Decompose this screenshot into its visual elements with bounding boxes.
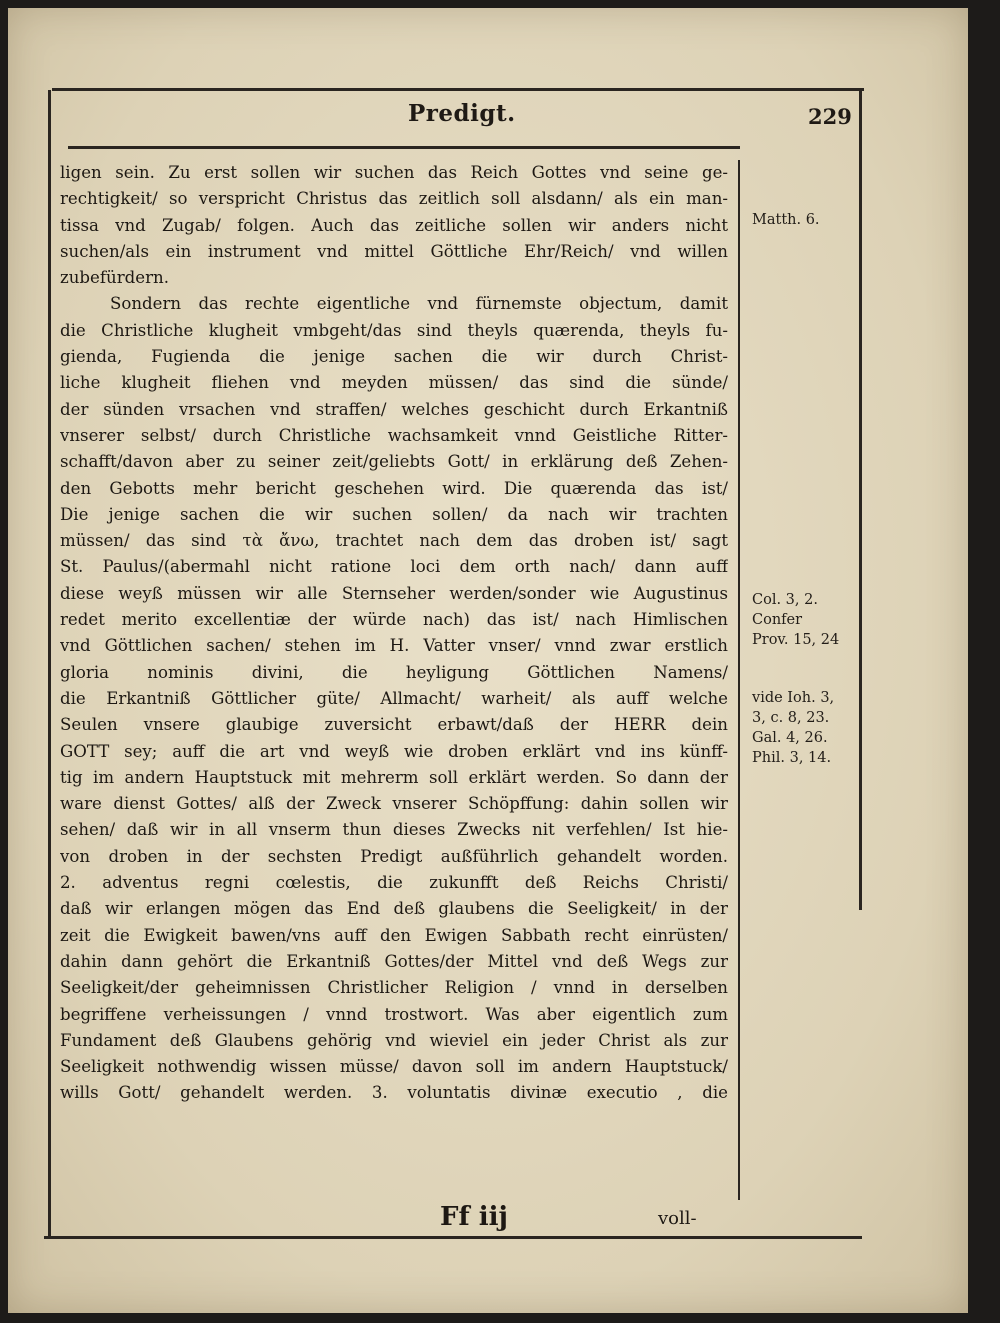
header-rule <box>68 146 740 149</box>
book-page <box>8 8 968 1313</box>
text-line: müssen/ das sind τὰ ἄνω, trachtet nach dem das droben ist/ sagt <box>60 531 728 551</box>
text-line: schafft/davon aber zu seiner zeit/geliebts Gott/ in erklärung deß Zehen- <box>60 452 728 472</box>
margin-note-vide <box>752 688 834 768</box>
margin-line: 3, c. 8, 23. <box>752 710 830 726</box>
text-line: vnd Göttlichen sachen/ stehen im H. Vatter vnser/ vnnd zwar erstlich <box>60 636 728 656</box>
text-line: gloria nominis divini, die heyligung Göttlichen Namens/ <box>60 662 728 682</box>
text-line: vnserer selbst/ durch Christliche wachsamkeit vnnd Geistliche Ritter- <box>60 425 728 445</box>
text-line: tig im andern Hauptstuck mit mehrerm soll erklärt werden. So dann der <box>60 767 728 787</box>
page-number: 229 <box>808 104 852 129</box>
margin-line: Col. 3, 2. <box>752 592 818 608</box>
left-frame-rule <box>48 90 51 1238</box>
text-line: liche klugheit fliehen vnd meyden müssen/ das sind die sünde/ <box>60 373 728 393</box>
text-line: 2. adventus regni cœlestis, die zukunfft deß Reichs Christi/ <box>60 873 728 893</box>
page-header-title: Predigt. <box>408 100 516 127</box>
text-line: Sondern das rechte eigentliche vnd fürnemste objectum, damit <box>110 294 728 314</box>
text-line: zubefürdern. <box>60 268 169 288</box>
margin-line: Matth. 6. <box>752 212 820 228</box>
margin-line: vide Ioh. 3, <box>752 690 835 706</box>
text-line: ligen sein. Zu erst sollen wir suchen das Reich Gottes vnd seine ge- <box>60 163 728 182</box>
text-line: zeit die Ewigkeit bawen/vns auff den Ewigen Sabbath recht einrüsten/ <box>60 925 728 945</box>
text-line: tissa vnd Zugab/ folgen. Auch das zeitliche sollen wir anders nicht <box>60 215 728 235</box>
bottom-rule <box>44 1236 862 1239</box>
margin-line: Prov. 15, 24 <box>752 632 840 648</box>
margin-line: Phil. 3, 14. <box>752 750 832 766</box>
text-line: redet merito excellentiæ der würde nach) das ist/ nach Himlischen <box>60 610 728 630</box>
text-line: GOTT sey; auff die art vnd weyß wie droben erklärt vnd ins künff- <box>60 741 728 761</box>
margin-line: Confer <box>752 612 803 628</box>
margin-note-matthew <box>752 210 820 230</box>
margin-column-rule <box>859 90 862 910</box>
text-line: ware dienst Gottes/ alß der Zweck vnserer Schöpffung: dahin sollen wir <box>60 794 728 814</box>
text-line: suchen/als ein instrument vnd mittel Göttliche Ehr/Reich/ vnd willen <box>60 241 728 261</box>
text-line: Seeligkeit nothwendig wissen müsse/ davon soll im andern Hauptstuck/ <box>60 1057 728 1077</box>
text-line: rechtigkeit/ so verspricht Christus das zeitlich soll alsdann/ als ein man- <box>60 189 728 209</box>
text-column-rule <box>738 160 740 1200</box>
text-line: Seulen vnsere glaubige zuversicht erbawt/daß der HERR dein <box>60 715 728 735</box>
body-text-column <box>60 160 728 1107</box>
margin-line: Gal. 4, 26. <box>752 730 828 746</box>
text-line: den Gebotts mehr bericht geschehen wird. Die quærenda das ist/ <box>60 478 728 498</box>
text-line: Seeligkeit/der geheimnissen Christlicher Religion / vnnd in derselben <box>60 978 728 998</box>
text-line: Fundament deß Glaubens gehörig vnd wieviel ein jeder Christ als zur <box>60 1030 728 1050</box>
text-line: der sünden vrsachen vnd straffen/ welches geschicht durch Erkantniß <box>60 399 728 419</box>
text-line: begriffene verheissungen / vnnd trostwort. Was aber eigentlich zum <box>60 1004 728 1024</box>
text-line: dahin dann gehört die Erkantniß Gottes/der Mittel vnd deß Wegs zur <box>60 951 728 971</box>
page-inner <box>8 8 968 1313</box>
text-line: daß wir erlangen mögen das End deß glaubens die Seeligkeit/ in der <box>60 899 728 919</box>
text-line: St. Paulus/(abermahl nicht ratione loci dem orth nach/ dann auff <box>60 557 728 577</box>
signature-mark: Ff iij <box>440 1202 508 1232</box>
text-line: wills Gott/ gehandelt werden. 3. voluntatis divinæ executio , die <box>60 1083 728 1103</box>
text-line: sehen/ daß wir in all vnserm thun dieses Zwecks nit verfehlen/ Ist hie- <box>60 820 728 840</box>
text-line: diese weyß müssen wir alle Sternseher werden/sonder wie Augustinus <box>60 583 728 603</box>
catchword: voll- <box>658 1208 697 1229</box>
text-line: von droben in der sechsten Predigt außführlich gehandelt worden. <box>60 846 728 866</box>
top-rule <box>52 88 864 91</box>
margin-note-colossians <box>752 590 839 650</box>
text-line: gienda, Fugienda die jenige sachen die wir durch Christ- <box>60 347 728 367</box>
text-line: die Erkantniß Göttlicher güte/ Allmacht/ warheit/ als auff welche <box>60 688 728 708</box>
text-line: Die jenige sachen die wir suchen sollen/ da nach wir trachten <box>60 504 728 524</box>
text-line: die Christliche klugheit vmbgeht/das sind theyls quærenda, theyls fu- <box>60 320 728 340</box>
